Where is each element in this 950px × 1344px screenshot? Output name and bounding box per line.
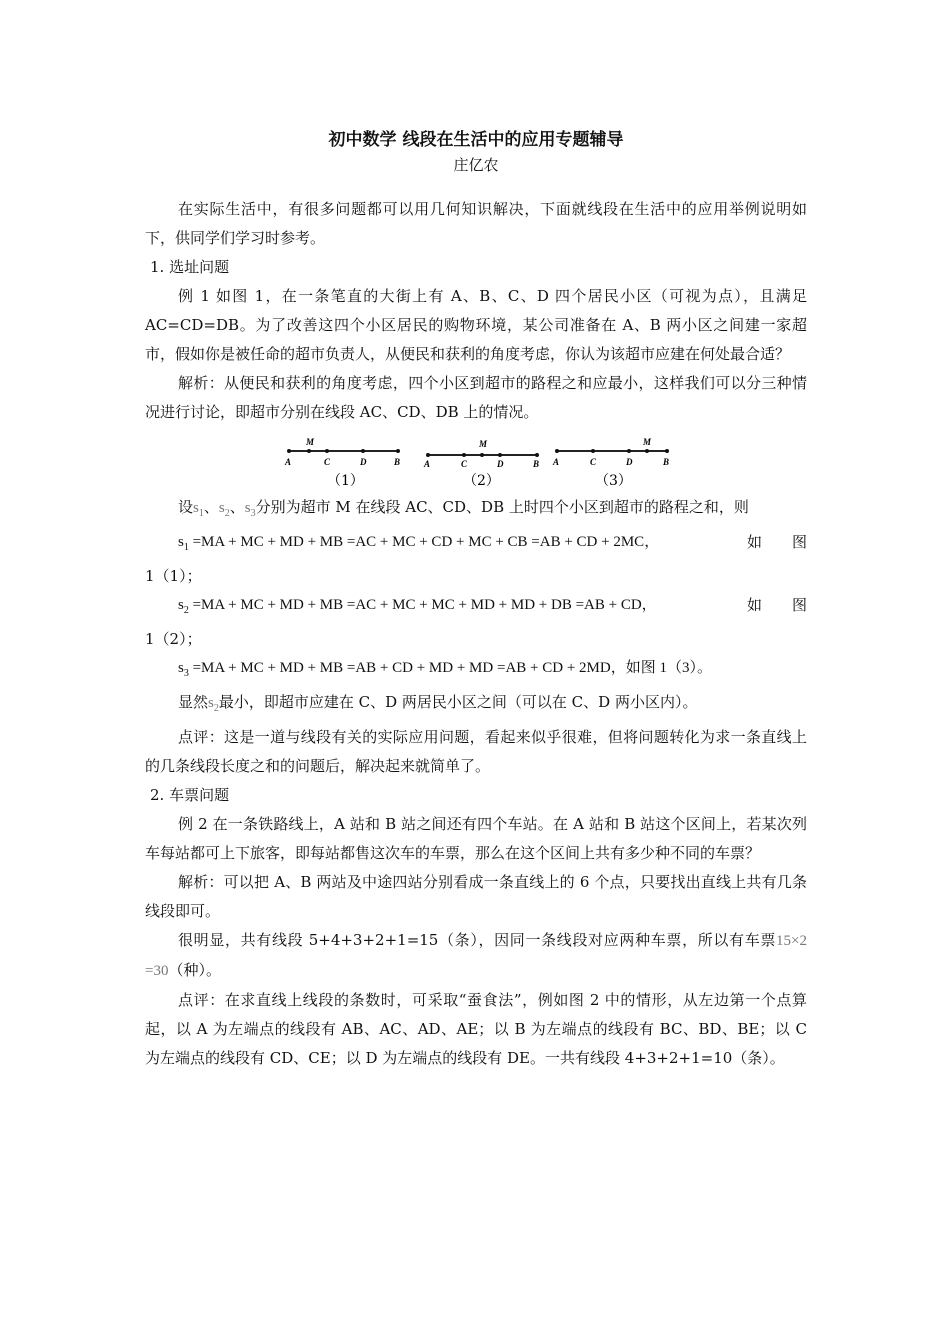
s1-symbol: $s_1$ [193, 500, 204, 519]
label-a: A [553, 457, 560, 467]
doc-title: 初中数学 线段在生活中的应用专题辅导 [328, 130, 624, 150]
equation-3: $s_3 =MA$ + MC + MD + MB =AB + CD + MD + MD =AB + CD + 2MD，如图 1（3）。 [178, 660, 712, 679]
eq3-expression: =MA + MC + MD + MB =AB + CD + MD + MD =AB + CD + 2MD，如图 1（3）。 [192, 660, 712, 676]
eq1-reference: 1（1）； [145, 567, 202, 585]
label-d: D [360, 457, 367, 467]
label-c: C [324, 457, 331, 467]
diagram-1 [284, 437, 400, 489]
analysis-2: 解析：可以把 A、B 两站及中途四站分别看成一条直线上的 6 个点，只要找出直线上共有几条线段即可。 [145, 873, 807, 920]
label-c: C [461, 459, 468, 469]
label-b: B [533, 459, 540, 469]
set-mid: 分别为超市 M 在线段 AC、CD、DB 上时四个小区到超市的路程之和，则 [255, 498, 749, 516]
document-page [145, 128, 807, 1073]
label-b: B [394, 457, 401, 467]
set-pre: 设 [178, 498, 194, 516]
label-d: D [626, 457, 633, 467]
sep-1: 、 [203, 498, 219, 516]
diagram-2 [423, 439, 539, 489]
set-line [145, 493, 807, 528]
observation: 很明显，共有线段 5+4+3+2+1=15（条），因同一条线段对应两种车票，所以有车票15×2 =30（种）。 [145, 931, 807, 979]
s3-symbol: $s_3$ [244, 500, 256, 519]
analysis-1: 解析：从便民和获利的角度考虑，四个小区到超市的路程之和应最小，这样我们可以分三种情况进行讨论，即超市分别在线段 AC、CD、DB 上的情况。 [145, 374, 807, 421]
s2-symbol: $s_2$ [218, 500, 230, 519]
doc-author: 庄亿农 [453, 156, 499, 174]
example-1: 例 1 如图 1，在一条笔直的大街上有 A、B、C、D 四个居民小区（可视为点），且满足 AC=CD=DB。为了改善这四个小区居民的购物环境，某公司准备在 A、B 两小区之间建一家超市，假如你是被任命的超市负责人，从便民和获利的角度考虑，你认为该超市应建在何处最合适？ [145, 287, 807, 363]
caption-3: （3） [595, 473, 632, 489]
label-m: M [643, 437, 652, 447]
example-2: 例 2 在一条铁路线上，A 站和 B 站之间还有四个车站。在 A 站和 B 站这个区间上，若某次列车每站都可上下旅客，即每站都售这次车的车票，那么在这个区间上共有多少种不同的车票？ [145, 815, 807, 862]
label-a: A [285, 457, 292, 467]
caption-2: （2） [463, 473, 500, 489]
label-m: M [479, 439, 488, 449]
label-c: C [590, 457, 597, 467]
eq2-reference: 1（2）； [145, 630, 202, 648]
comment-1: 点评：这是一道与线段有关的实际应用问题，看起来似乎很难，但将问题转化为求一条直线上的几条线段长度之和的问题后，解决起来就简单了。 [145, 728, 807, 775]
section-heading-2: 2. 车票问题 [150, 786, 230, 804]
equation-2: $s_2 =MA$ + MC + MD + MB =AC + MC + MC + MD + MD + DB =AB + CD， 如 图 [178, 596, 807, 616]
intro-paragraph: 在实际生活中，有很多问题都可以用几何知识解决，下面就线段在生活中的应用举例说明如下，供同学们学习时参考。 [145, 200, 807, 247]
section-heading-1: 1. 选址问题 [150, 258, 230, 276]
eq1-expression: =MA + MC + MD + MB =AC + MC + CD + MC + CB =AB + CD + 2MC， [192, 534, 660, 550]
ticket-formula: 15×2 =30 [145, 933, 807, 979]
equation-1: $s_1 =MA$ + MC + MD + MB =AC + MC + CD + MC + CB =AB + CD + 2MC， 如 图 [178, 533, 807, 553]
caption-1: （1） [327, 473, 364, 489]
eq2-expression: =MA + MC + MD + MB =AC + MC + MC + MD + MD + DB =AB + CD， [192, 597, 657, 613]
figure-1-diagrams [277, 431, 677, 489]
figure-1 [145, 431, 807, 489]
label-d: D [497, 459, 504, 469]
label-a: A [424, 459, 431, 469]
label-m: M [306, 437, 315, 447]
conclusion: 显然$s_2$最小，即超市应建在 C、D 两居民小区之间（可以在 C、D 两小区内）。 [178, 693, 698, 714]
comment-2: 点评：在求直线上线段的条数时，可采取“蚕食法”，例如图 2 中的情形，从左边第一个点算起，以 A 为左端点的线段有 AB、AC、AD、AE；以 B 为左端点的线段有 BC、BD、BE；以 C 为左端点的线段有 CD、CE；以 D 为左端点的线段有 DE。一共有线段 4+3+2+1=10（条）。 [145, 991, 807, 1067]
diagram-3 [552, 437, 669, 489]
sep-2: 、 [229, 498, 245, 516]
label-b: B [663, 457, 670, 467]
